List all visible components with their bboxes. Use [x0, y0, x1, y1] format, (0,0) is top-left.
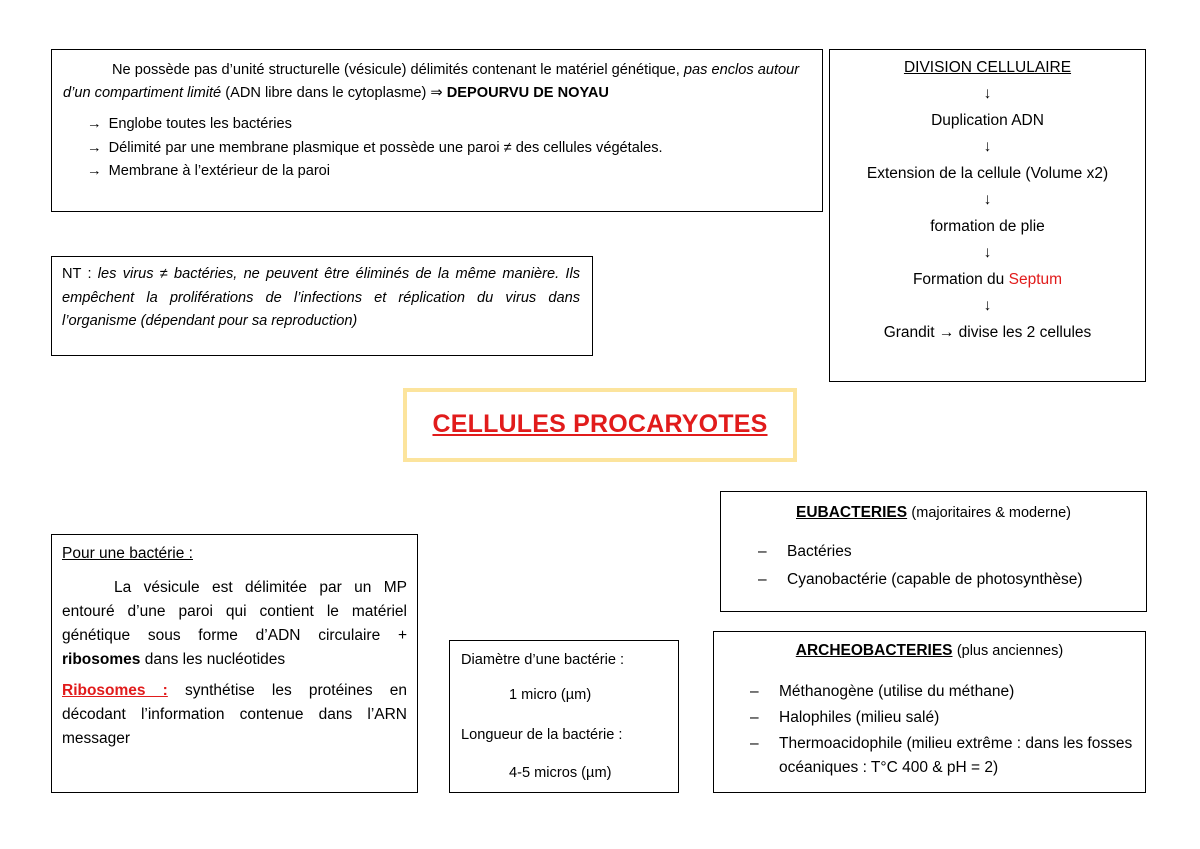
division-step: Duplication ADN	[931, 112, 1044, 129]
note-box	[51, 256, 593, 356]
division-title: DIVISION CELLULAIRE	[903, 59, 1072, 76]
archeobacteries-list	[750, 680, 1135, 780]
down-arrow-icon: ↓	[983, 85, 992, 102]
eubacteries-list	[758, 540, 1083, 592]
intro-text-a: Ne possède pas d’unité structurelle (vésicule) délimités contenant le matériel génétique,	[112, 62, 680, 78]
intro-bullet: → Membrane à l’extérieur de la paroi	[87, 160, 812, 184]
eubacteries-header	[721, 504, 1146, 522]
bacteria-text-a: La vésicule est délimitée par un MP entouré d’une paroi qui contient le matériel génétique sous forme d’ADN circulaire +	[62, 579, 407, 644]
down-arrow-icon: ↓	[983, 244, 992, 261]
bacteria-text-c: dans les nucléotides	[144, 651, 286, 668]
ribosomes-paragraph	[62, 679, 407, 751]
bacteria-text-bold: ribosomes	[62, 651, 141, 668]
intro-text-c: (ADN libre dans le cytoplasme) ⇒	[225, 85, 443, 101]
intro-bullet-list	[63, 113, 812, 184]
septum-word: Septum	[1008, 271, 1063, 288]
note-text: les virus ≠ bactéries, ne peuvent être éliminés de la même manière. Ils empêchent la proliférations de l’infections et réplication du virus dans l’organisme (dépendant pour sa reproduction)	[62, 266, 580, 329]
page-title: CELLULES PROCARYOTES	[432, 410, 768, 438]
archeobacteries-item: – Halophiles (milieu salé)	[750, 706, 1135, 730]
intro-paragraph	[63, 59, 812, 105]
length-label: Longueur de la bactérie :	[461, 727, 623, 743]
archeobacteries-box	[713, 631, 1146, 793]
archeobacteries-header	[714, 642, 1145, 660]
down-arrow-icon: ↓	[983, 297, 992, 314]
sizes-box	[449, 640, 679, 793]
eubacteries-item: – Bactéries	[758, 540, 1083, 564]
eubacteries-box	[720, 491, 1147, 612]
division-step: formation de plie	[930, 218, 1045, 235]
down-arrow-icon: ↓	[983, 138, 992, 155]
intro-bullet: → Délimité par une membrane plasmique et possède une paroi ≠ des cellules végétales.	[87, 137, 812, 161]
eubacteries-sub: (majoritaires & moderne)	[911, 505, 1071, 521]
bacteria-paragraph	[62, 576, 407, 672]
diameter-label: Diamètre d’une bactérie :	[461, 652, 625, 668]
ribosomes-text: synthétise les protéines en décodant l’information contenue dans l’ARN messager	[62, 682, 407, 747]
archeobacteries-heading: ARCHEOBACTERIES	[795, 642, 953, 659]
division-step: Grandit → divise les 2 cellules	[883, 324, 1092, 341]
length-value: 4-5 micros (µm)	[509, 765, 612, 781]
note-label: NT :	[62, 266, 92, 282]
division-step-septum	[830, 271, 1145, 289]
division-step: Extension de la cellule (Volume x2)	[866, 165, 1109, 182]
eubacteries-item: – Cyanobactérie (capable de photosynthèse)	[758, 568, 1083, 592]
bacteria-box	[51, 534, 418, 793]
septum-prefix: Formation du	[912, 271, 1005, 288]
down-arrow-icon: ↓	[983, 191, 992, 208]
archeobacteries-item: – Thermoacidophile (milieu extrême : dans les fosses océaniques : T°C 400 & pH = 2)	[750, 732, 1135, 780]
intro-box	[51, 49, 823, 212]
intro-text-bold: DEPOURVU DE NOYAU	[446, 85, 609, 101]
division-box	[829, 49, 1146, 382]
archeobacteries-sub: (plus anciennes)	[956, 643, 1064, 659]
diameter-value: 1 micro (µm)	[509, 687, 592, 703]
intro-text-italic: pas enclos autour d’un compartiment limité	[63, 62, 800, 101]
ribosomes-label: Ribosomes :	[62, 682, 168, 699]
eubacteries-heading: EUBACTERIES	[796, 504, 908, 521]
intro-bullet: → Englobe toutes les bactéries	[87, 113, 812, 137]
archeobacteries-item: – Méthanogène (utilise du méthane)	[750, 680, 1135, 704]
title-box	[403, 388, 797, 462]
bacteria-heading: Pour une bactérie :	[62, 545, 193, 562]
